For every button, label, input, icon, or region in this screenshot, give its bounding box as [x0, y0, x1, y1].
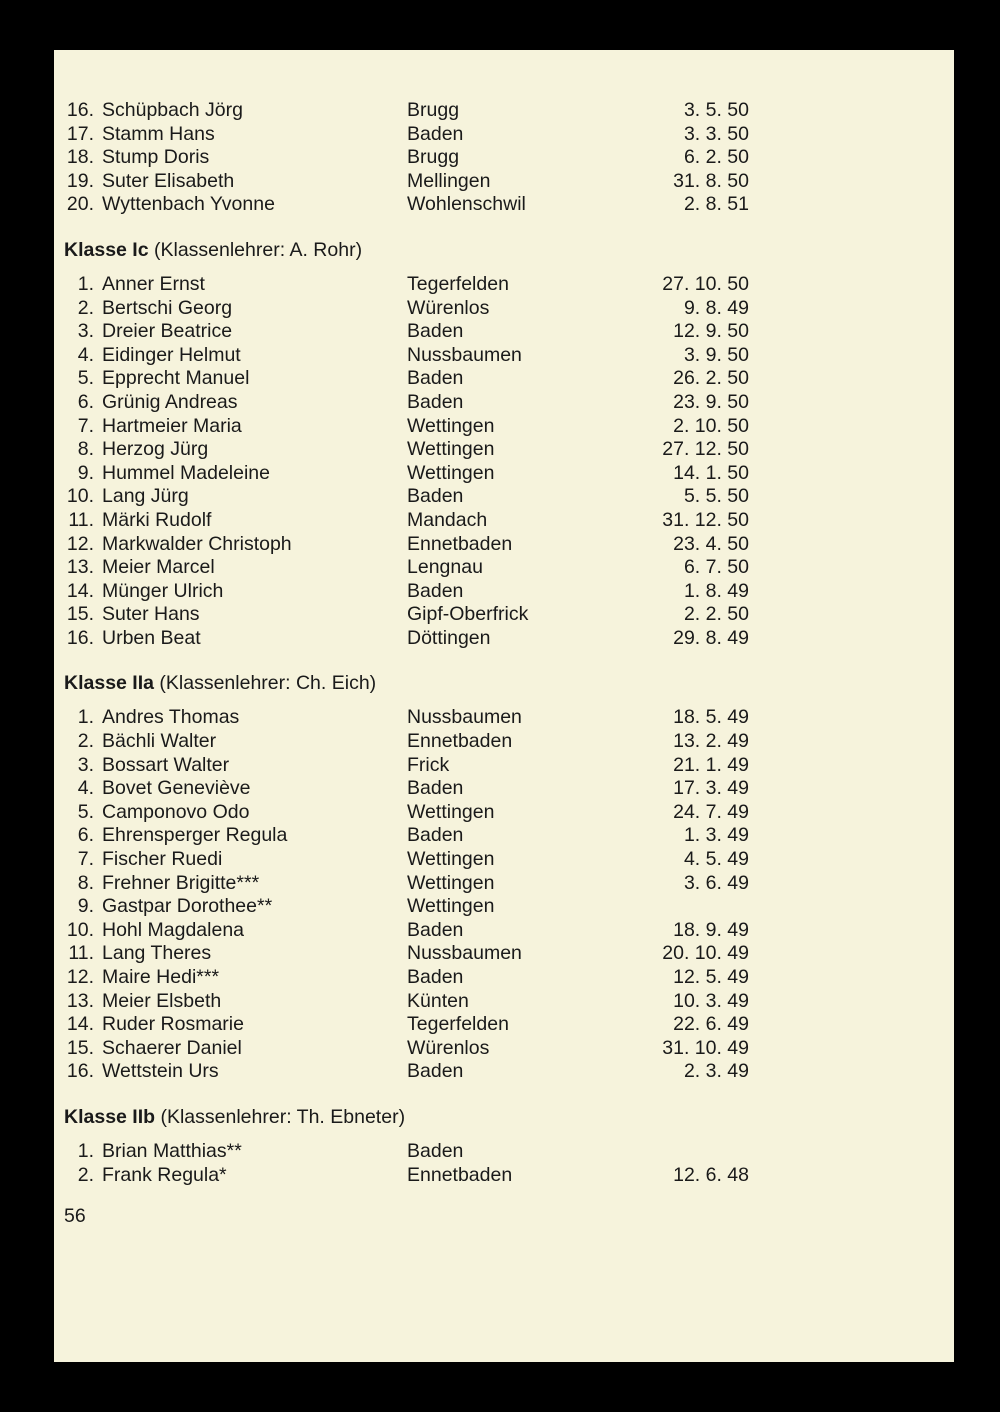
student-name: Märki Rudolf — [102, 508, 212, 531]
student-place: Nussbaumen — [407, 343, 522, 366]
list-item — [64, 556, 824, 580]
birth-date: 23. 4. 50 — [673, 532, 749, 555]
list-item — [64, 1060, 824, 1084]
birth-date: 1. 3. 49 — [683, 824, 749, 847]
class-list — [64, 706, 824, 1084]
list-item — [64, 320, 824, 344]
student-number: 10. — [66, 485, 94, 508]
birth-date: 3. 3. 50 — [683, 122, 749, 145]
birth-date: 26. 2. 50 — [673, 367, 749, 390]
list-item — [64, 1037, 824, 1061]
student-name: Urben Beat — [102, 626, 201, 649]
birth-date: 22. 6. 49 — [673, 1013, 749, 1036]
student-place: Mellingen — [407, 169, 491, 192]
student-name: Andres Thomas — [102, 706, 240, 729]
list-item — [64, 170, 824, 194]
class-heading — [64, 237, 824, 263]
student-place: Baden — [407, 122, 464, 145]
student-place: Wohlenschwil — [407, 193, 526, 216]
student-name: Schüpbach Jörg — [102, 99, 243, 121]
class-list — [64, 273, 824, 651]
student-number: 1. — [77, 1139, 94, 1162]
birth-date: 27. 12. 50 — [662, 438, 749, 461]
list-item — [64, 1140, 824, 1164]
student-place: Brugg — [407, 99, 460, 121]
student-name: Maire Hedi*** — [102, 966, 220, 988]
student-place: Baden — [407, 579, 464, 602]
student-name: Fischer Ruedi — [102, 848, 223, 871]
student-number: 9. — [77, 895, 94, 918]
birth-date: 14. 1. 50 — [673, 461, 749, 484]
student-place: Wettingen — [407, 461, 495, 484]
class-label: Klasse IIb — [64, 1105, 156, 1128]
student-place: Baden — [407, 1060, 464, 1083]
student-number: 16. — [66, 1060, 94, 1083]
student-number: 2. — [77, 1163, 94, 1186]
list-item — [64, 99, 824, 123]
class-teacher: (Klassenlehrer: Th. Ebneter) — [160, 1105, 406, 1128]
list-item — [64, 123, 824, 147]
birth-date: 18. 5. 49 — [673, 706, 749, 729]
student-name: Frehner Brigitte*** — [102, 871, 260, 894]
birth-date: 9. 8. 49 — [683, 296, 749, 319]
student-name: Stump Doris — [102, 146, 210, 169]
student-name: Wyttenbach Yvonne — [102, 193, 275, 216]
student-place: Wettingen — [407, 800, 495, 823]
student-name: Suter Hans — [102, 603, 200, 626]
birth-date: 12. 5. 49 — [673, 966, 749, 988]
birth-date: 3. 5. 50 — [683, 99, 749, 121]
student-place: Ennetbaden — [407, 730, 513, 753]
birth-date: 24. 7. 49 — [673, 800, 749, 823]
birth-date: 4. 5. 49 — [683, 848, 749, 871]
birth-date: 27. 10. 50 — [662, 272, 749, 295]
birth-date: 17. 3. 49 — [673, 777, 749, 800]
student-name: Bertschi Georg — [102, 296, 233, 319]
student-name: Herzog Jürg — [102, 438, 209, 461]
student-list — [64, 99, 824, 1187]
student-name: Lang Jürg — [102, 485, 189, 508]
student-place: Baden — [407, 1139, 464, 1162]
list-item — [64, 848, 824, 872]
list-item — [64, 485, 824, 509]
list-item — [64, 706, 824, 730]
student-number: 16. — [66, 626, 94, 649]
student-place: Baden — [407, 966, 464, 988]
student-name: Hohl Magdalena — [102, 918, 245, 941]
list-item — [64, 919, 824, 943]
student-number: 10. — [66, 918, 94, 941]
list-item — [64, 754, 824, 778]
student-number: 5. — [77, 800, 94, 823]
student-number: 8. — [77, 438, 94, 461]
student-place: Lengnau — [407, 556, 483, 579]
student-place: Döttingen — [407, 626, 491, 649]
list-item — [64, 533, 824, 557]
class-heading — [64, 670, 824, 696]
student-number: 17. — [66, 122, 94, 145]
student-name: Bovet Geneviève — [102, 777, 251, 800]
student-place: Baden — [407, 367, 464, 390]
list-item — [64, 438, 824, 462]
student-number: 8. — [77, 871, 94, 894]
student-name: Stamm Hans — [102, 122, 215, 145]
student-place: Würenlos — [407, 296, 490, 319]
student-name: Münger Ulrich — [102, 579, 224, 602]
student-name: Suter Elisabeth — [102, 169, 235, 192]
birth-date: 2. 10. 50 — [673, 414, 749, 437]
student-place: Mandach — [407, 508, 488, 531]
list-item — [64, 1164, 824, 1188]
list-item — [64, 367, 824, 391]
student-number: 4. — [77, 777, 94, 800]
student-name: Brian Matthias** — [102, 1139, 242, 1162]
student-place: Wettingen — [407, 438, 495, 461]
list-item — [64, 1013, 824, 1037]
student-place: Wettingen — [407, 848, 495, 871]
list-item — [64, 895, 824, 919]
list-item — [64, 391, 824, 415]
list-item — [64, 627, 824, 651]
student-number: 15. — [66, 603, 94, 626]
student-place: Baden — [407, 320, 464, 343]
student-place: Gipf-Oberfrick — [407, 603, 529, 626]
list-item — [64, 462, 824, 486]
student-place: Nussbaumen — [407, 706, 522, 729]
student-place: Tegerfelden — [407, 1013, 509, 1036]
birth-date: 29. 8. 49 — [673, 626, 749, 649]
birth-date: 31. 12. 50 — [662, 508, 749, 531]
list-item — [64, 509, 824, 533]
class-label: Klasse IIa — [64, 672, 154, 695]
student-place: Ennetbaden — [407, 532, 513, 555]
birth-date: 5. 5. 50 — [683, 485, 749, 508]
student-number: 9. — [77, 461, 94, 484]
student-number: 4. — [77, 343, 94, 366]
student-place: Frick — [407, 753, 450, 776]
birth-date: 6. 2. 50 — [683, 146, 749, 169]
student-name: Lang Theres — [102, 942, 212, 965]
birth-date: 6. 7. 50 — [683, 556, 749, 579]
student-number: 7. — [77, 848, 94, 871]
student-place: Baden — [407, 485, 464, 508]
student-name: Meier Elsbeth — [102, 989, 222, 1012]
student-number: 14. — [66, 579, 94, 602]
student-name: Hartmeier Maria — [102, 414, 242, 437]
student-name: Ruder Rosmarie — [102, 1013, 244, 1036]
list-item — [64, 942, 824, 966]
student-name: Camponovo Odo — [102, 800, 250, 823]
birth-date: 3. 6. 49 — [683, 871, 749, 894]
list-item — [64, 603, 824, 627]
student-name: Frank Regula* — [102, 1163, 227, 1186]
birth-date: 31. 10. 49 — [662, 1036, 749, 1059]
birth-date: 3. 9. 50 — [683, 343, 749, 366]
student-name: Eidinger Helmut — [102, 343, 241, 366]
birth-date: 2. 2. 50 — [683, 603, 749, 626]
class-teacher: (Klassenlehrer: Ch. Eich) — [159, 672, 377, 695]
student-number: 7. — [77, 414, 94, 437]
student-name: Ehrensperger Regula — [102, 824, 288, 847]
page-number: 56 — [64, 1205, 86, 1227]
list-item — [64, 777, 824, 801]
student-number: 11. — [68, 942, 94, 965]
student-number: 12. — [66, 966, 94, 988]
student-place: Wettingen — [407, 871, 495, 894]
class-label: Klasse Ic — [64, 238, 149, 261]
student-number: 13. — [66, 556, 94, 579]
class-heading — [64, 1104, 824, 1130]
birth-date: 13. 2. 49 — [673, 730, 749, 753]
student-number: 1. — [77, 272, 94, 295]
student-name: Grünig Andreas — [102, 390, 238, 413]
student-number: 5. — [77, 367, 94, 390]
student-name: Hummel Madeleine — [102, 461, 270, 484]
birth-date: 2. 3. 49 — [683, 1060, 749, 1083]
student-name: Bossart Walter — [102, 753, 230, 776]
student-name: Epprecht Manuel — [102, 367, 250, 390]
student-place: Baden — [407, 777, 464, 800]
student-number: 16. — [66, 99, 94, 121]
student-name: Wettstein Urs — [102, 1060, 219, 1083]
student-place: Nussbaumen — [407, 942, 522, 965]
student-number: 15. — [66, 1036, 94, 1059]
class-sections — [64, 237, 824, 1187]
student-name: Gastpar Dorothee** — [102, 895, 273, 918]
birth-date: 31. 8. 50 — [673, 169, 749, 192]
birth-date: 12. 6. 48 — [673, 1163, 749, 1186]
birth-date: 18. 9. 49 — [673, 918, 749, 941]
list-item — [64, 730, 824, 754]
student-number: 19. — [66, 169, 94, 192]
birth-date: 10. 3. 49 — [673, 989, 749, 1012]
student-number: 2. — [77, 296, 94, 319]
intro-list — [64, 99, 824, 217]
student-number: 13. — [66, 989, 94, 1012]
student-name: Dreier Beatrice — [102, 320, 233, 343]
birth-date: 20. 10. 49 — [662, 942, 749, 965]
student-number: 3. — [77, 320, 94, 343]
class-list — [64, 1140, 824, 1187]
list-item — [64, 966, 824, 990]
student-name: Bächli Walter — [102, 730, 217, 753]
list-item — [64, 415, 824, 439]
list-item — [64, 824, 824, 848]
list-item — [64, 990, 824, 1014]
student-place: Baden — [407, 824, 464, 847]
student-number: 6. — [77, 824, 94, 847]
student-place: Brugg — [407, 146, 460, 169]
student-number: 20. — [66, 193, 94, 216]
student-name: Schaerer Daniel — [102, 1036, 242, 1059]
student-name: Markwalder Christoph — [102, 532, 292, 555]
student-name: Meier Marcel — [102, 556, 215, 579]
student-place: Würenlos — [407, 1036, 490, 1059]
student-number: 2. — [77, 730, 94, 753]
list-item — [64, 872, 824, 896]
list-item — [64, 580, 824, 604]
birth-date: 23. 9. 50 — [673, 390, 749, 413]
student-place: Wettingen — [407, 414, 495, 437]
student-number: 18. — [66, 146, 94, 169]
list-item — [64, 193, 824, 217]
student-number: 3. — [77, 753, 94, 776]
student-number: 6. — [77, 390, 94, 413]
list-item — [64, 801, 824, 825]
list-item — [64, 344, 824, 368]
birth-date: 21. 1. 49 — [673, 753, 749, 776]
student-place: Tegerfelden — [407, 272, 509, 295]
birth-date: 12. 9. 50 — [673, 320, 749, 343]
student-number: 11. — [68, 508, 94, 531]
student-number: 12. — [66, 532, 94, 555]
student-name: Anner Ernst — [102, 272, 205, 295]
student-number: 14. — [66, 1013, 94, 1036]
student-place: Künten — [407, 989, 469, 1012]
student-place: Baden — [407, 918, 464, 941]
student-place: Wettingen — [407, 895, 495, 918]
class-teacher: (Klassenlehrer: A. Rohr) — [153, 238, 363, 261]
student-number: 1. — [77, 706, 94, 729]
birth-date: 2. 8. 51 — [683, 193, 749, 216]
birth-date: 1. 8. 49 — [683, 579, 749, 602]
student-place: Baden — [407, 390, 464, 413]
list-item — [64, 297, 824, 321]
list-item — [64, 273, 824, 297]
student-place: Ennetbaden — [407, 1163, 513, 1186]
list-item — [64, 146, 824, 170]
